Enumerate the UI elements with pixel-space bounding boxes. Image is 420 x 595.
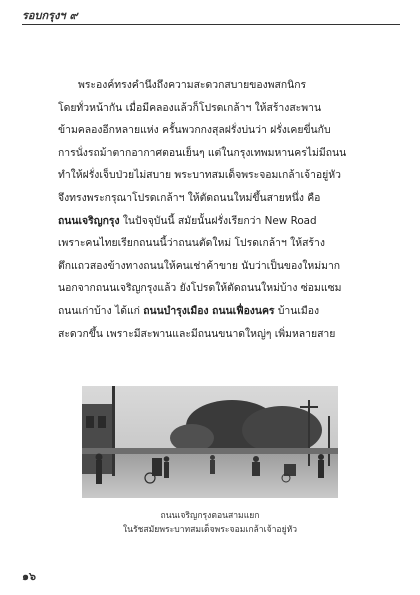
paragraph-line: การนั่งรถม้าตากอากาศตอนเย็นๆ แต่ในกรุงเทพมหานครไม่มีถนน [58,146,347,159]
running-header: รอบกรุงฯ ๙ [22,9,78,22]
paragraph-line: โดยทั่วหน้ากัน เมื่อมีคลองแล้วก็โปรดเกล้าฯ ให้สร้างสะพาน [58,101,322,114]
street-photo-illustration [82,386,338,498]
photo-pole [112,386,115,476]
paragraph-line: ทำให้ฝรั่งเจ็บป่วยไม่สบาย พระบาทสมเด็จพระจอมเกล้าเจ้าอยู่หัว [58,169,341,182]
photo-caption-line-1: ถนนเจริญกรุงตอนสามแยก [160,511,260,521]
paragraph-line: จึงทรงพระกรุณาโปรดเกล้าฯ ให้ตัดถนนใหม่ขึ้นสายหนึ่ง คือ [58,191,321,204]
body-paragraph [58,74,388,345]
paragraph-line [58,210,388,233]
page-number: ๑๖ [22,570,36,583]
paragraph-line: นอกจากถนนเจริญกรุงแล้ว ยังโปรดให้ตัดถนนใหม่บ้าง ซ่อมแซม [58,282,342,295]
paragraph-line: เพราะคนไทยเรียกถนนนี้ว่าถนนตัดใหม่ โปรดเกล้าฯ ให้สร้าง [58,237,325,250]
road-names-bold: ถนนบำรุงเมือง ถนนเฟื่องนคร [143,304,275,317]
historical-street-photo [82,386,338,498]
line-text: บ้านเมือง [274,304,320,317]
paragraph-line: ข้ามคลองอีกหลายแห่ง ครั้นพวกกงสุลฝรั่งบ่นว่า ฝรั่งเคยขี่นกับ [58,124,331,137]
photo-caption-line-2: ในรัชสมัยพระบาทสมเด็จพระจอมเกล้าเจ้าอยู่หัว [122,525,298,535]
photo-rickshaw [152,458,162,476]
photo-telegraph-pole [308,400,310,466]
road-name-charoenkrung: ถนนเจริญกรุง [58,214,120,227]
header-rule [22,24,400,25]
paragraph-line: ตึกแถวสองข้างทางถนนให้คนเช่าค้าขาย นับว่าเป็นของใหม่มาก [58,259,341,272]
line-text: ในปัจจุบันนี้ สมัยนั้นฝรั่งเรียกว่า New Road [119,214,317,227]
paragraph-line: สะดวกขึ้น เพราะมีสะพานและมีถนนขนาดใหญ่ๆ เพิ่มหลายสาย [58,327,336,340]
photo-pedestrian [96,460,102,484]
paragraph-line: พระองค์ทรงคำนึงถึงความสะดวกสบายของพสกนิกร [78,79,307,91]
paragraph-line [58,300,388,323]
line-text: ถนนเก่าบ้าง ได้แก่ [58,304,144,317]
